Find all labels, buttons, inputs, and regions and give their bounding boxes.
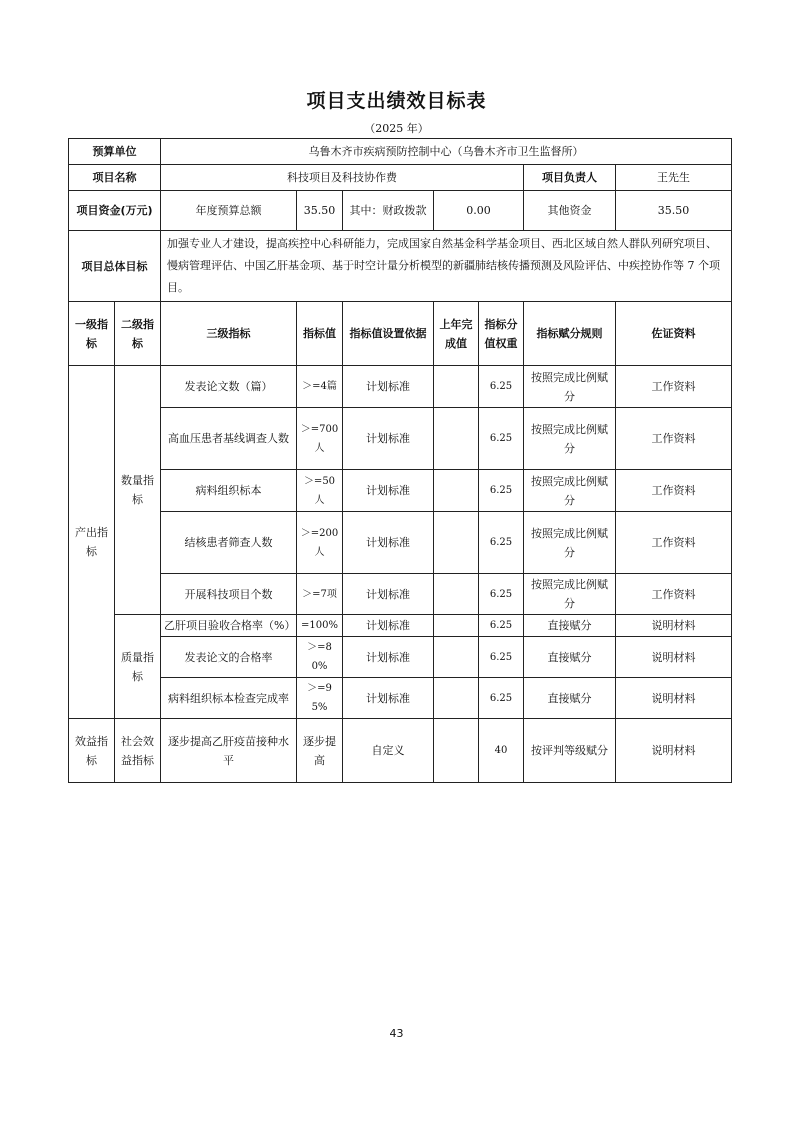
- row-rule: 按评判等级赋分: [524, 719, 616, 783]
- row-weight: 40: [479, 719, 524, 783]
- annual-budget-label: 年度预算总额: [161, 191, 297, 231]
- row-value: ＞=4篇: [297, 366, 343, 408]
- group-social: 社会效益指标: [115, 719, 161, 783]
- row-rule: 直接赋分: [524, 615, 616, 637]
- row-basis: 自定义: [343, 719, 434, 783]
- row-last: [434, 615, 479, 637]
- owner-value: 王先生: [616, 165, 732, 191]
- group-output: 产出指标: [69, 366, 115, 719]
- row-name: 乙肝项目验收合格率（%）: [161, 615, 297, 637]
- row-value: 逐步提高: [297, 719, 343, 783]
- row-name: 逐步提高乙肝疫苗接种水平: [161, 719, 297, 783]
- group-quality: 质量指标: [115, 615, 161, 719]
- row-evidence: 说明材料: [616, 637, 732, 678]
- table-row: [69, 678, 732, 719]
- funds-label: 项目资金(万元): [69, 191, 161, 231]
- row-weight: 6.25: [479, 574, 524, 615]
- col-last-year: 上年完成值: [434, 302, 479, 366]
- row-rule: 按照完成比例赋分: [524, 512, 616, 574]
- col-value: 指标值: [297, 302, 343, 366]
- row-weight: 6.25: [479, 470, 524, 512]
- row-evidence: 说明材料: [616, 678, 732, 719]
- project-name-value: 科技项目及科技协作费: [161, 165, 524, 191]
- document-year: （2025 年）: [364, 122, 429, 135]
- document-title: 项目支出绩效目标表: [306, 90, 487, 112]
- row-basis: 计划标准: [343, 470, 434, 512]
- row-weight: 6.25: [479, 678, 524, 719]
- col-level1: 一级指标: [69, 302, 115, 366]
- table-row: [69, 574, 732, 615]
- row-last: [434, 678, 479, 719]
- row-name: 发表论文数（篇）: [161, 366, 297, 408]
- group-benefit: 效益指标: [69, 719, 115, 783]
- table-row: [69, 408, 732, 470]
- row-basis: 计划标准: [343, 678, 434, 719]
- row-last: [434, 637, 479, 678]
- col-weight: 指标分值权重: [479, 302, 524, 366]
- table-row: [69, 615, 732, 637]
- table-row: [69, 512, 732, 574]
- fiscal-label: 其中：财政拨款: [343, 191, 434, 231]
- row-rule: 按照完成比例赋分: [524, 366, 616, 408]
- row-rule: 直接赋分: [524, 637, 616, 678]
- row-last: [434, 512, 479, 574]
- row-basis: 计划标准: [343, 574, 434, 615]
- row-name: 开展科技项目个数: [161, 574, 297, 615]
- page-number: 43: [389, 1027, 404, 1040]
- row-last: [434, 470, 479, 512]
- row-evidence: 工作资料: [616, 366, 732, 408]
- row-last: [434, 719, 479, 783]
- row-last: [434, 366, 479, 408]
- table-row: [69, 719, 732, 783]
- row-name: 高血压患者基线调查人数: [161, 408, 297, 470]
- row-name: 病料组织标本检查完成率: [161, 678, 297, 719]
- project-name-label: 项目名称: [69, 165, 161, 191]
- row-weight: 6.25: [479, 637, 524, 678]
- row-evidence: 工作资料: [616, 470, 732, 512]
- budget-unit-value: 乌鲁木齐市疾病预防控制中心（乌鲁木齐市卫生监督所）: [161, 139, 732, 165]
- row-basis: 计划标准: [343, 512, 434, 574]
- owner-label: 项目负责人: [524, 165, 616, 191]
- row-evidence: 工作资料: [616, 574, 732, 615]
- other-label: 其他资金: [524, 191, 616, 231]
- row-evidence: 说明材料: [616, 719, 732, 783]
- col-rule: 指标赋分规则: [524, 302, 616, 366]
- row-name: 病料组织标本: [161, 470, 297, 512]
- row-value: ＞=200人: [297, 512, 343, 574]
- row-name: 发表论文的合格率: [161, 637, 297, 678]
- row-basis: 计划标准: [343, 615, 434, 637]
- row-rule: 按照完成比例赋分: [524, 470, 616, 512]
- performance-table: [68, 138, 732, 783]
- row-rule: 直接赋分: [524, 678, 616, 719]
- table-row: [69, 366, 732, 408]
- row-weight: 6.25: [479, 615, 524, 637]
- other-value: 35.50: [616, 191, 732, 231]
- fiscal-value: 0.00: [434, 191, 524, 231]
- row-value: ＞=7项: [297, 574, 343, 615]
- row-last: [434, 408, 479, 470]
- row-basis: 计划标准: [343, 408, 434, 470]
- row-weight: 6.25: [479, 512, 524, 574]
- row-basis: 计划标准: [343, 637, 434, 678]
- table-row: [69, 637, 732, 678]
- row-value: =100%: [297, 615, 343, 637]
- goal-text: 加强专业人才建设，提高疾控中心科研能力，完成国家自然基金科学基金项目、西北区域自然人群队列研究项目、慢病管理评估、中国乙肝基金项、基于时空计量分析模型的新疆肺结核传播预测及风险评估、中疾控协作等 7 个项目。: [161, 231, 732, 302]
- row-value: ＞=95%: [297, 678, 343, 719]
- budget-unit-label: 预算单位: [69, 139, 161, 165]
- annual-budget-value: 35.50: [297, 191, 343, 231]
- goal-label: 项目总体目标: [69, 231, 161, 302]
- row-rule: 按照完成比例赋分: [524, 408, 616, 470]
- row-evidence: 说明材料: [616, 615, 732, 637]
- col-level2: 二级指标: [115, 302, 161, 366]
- row-value: ＞=700人: [297, 408, 343, 470]
- row-value: ＞=80%: [297, 637, 343, 678]
- row-rule: 按照完成比例赋分: [524, 574, 616, 615]
- col-level3: 三级指标: [161, 302, 297, 366]
- row-weight: 6.25: [479, 366, 524, 408]
- row-weight: 6.25: [479, 408, 524, 470]
- row-basis: 计划标准: [343, 366, 434, 408]
- col-evidence: 佐证资料: [616, 302, 732, 366]
- row-value: ＞=50人: [297, 470, 343, 512]
- group-quantity: 数量指标: [115, 366, 161, 615]
- col-basis: 指标值设置依据: [343, 302, 434, 366]
- row-evidence: 工作资料: [616, 512, 732, 574]
- table-row: [69, 470, 732, 512]
- row-name: 结核患者筛查人数: [161, 512, 297, 574]
- row-evidence: 工作资料: [616, 408, 732, 470]
- row-last: [434, 574, 479, 615]
